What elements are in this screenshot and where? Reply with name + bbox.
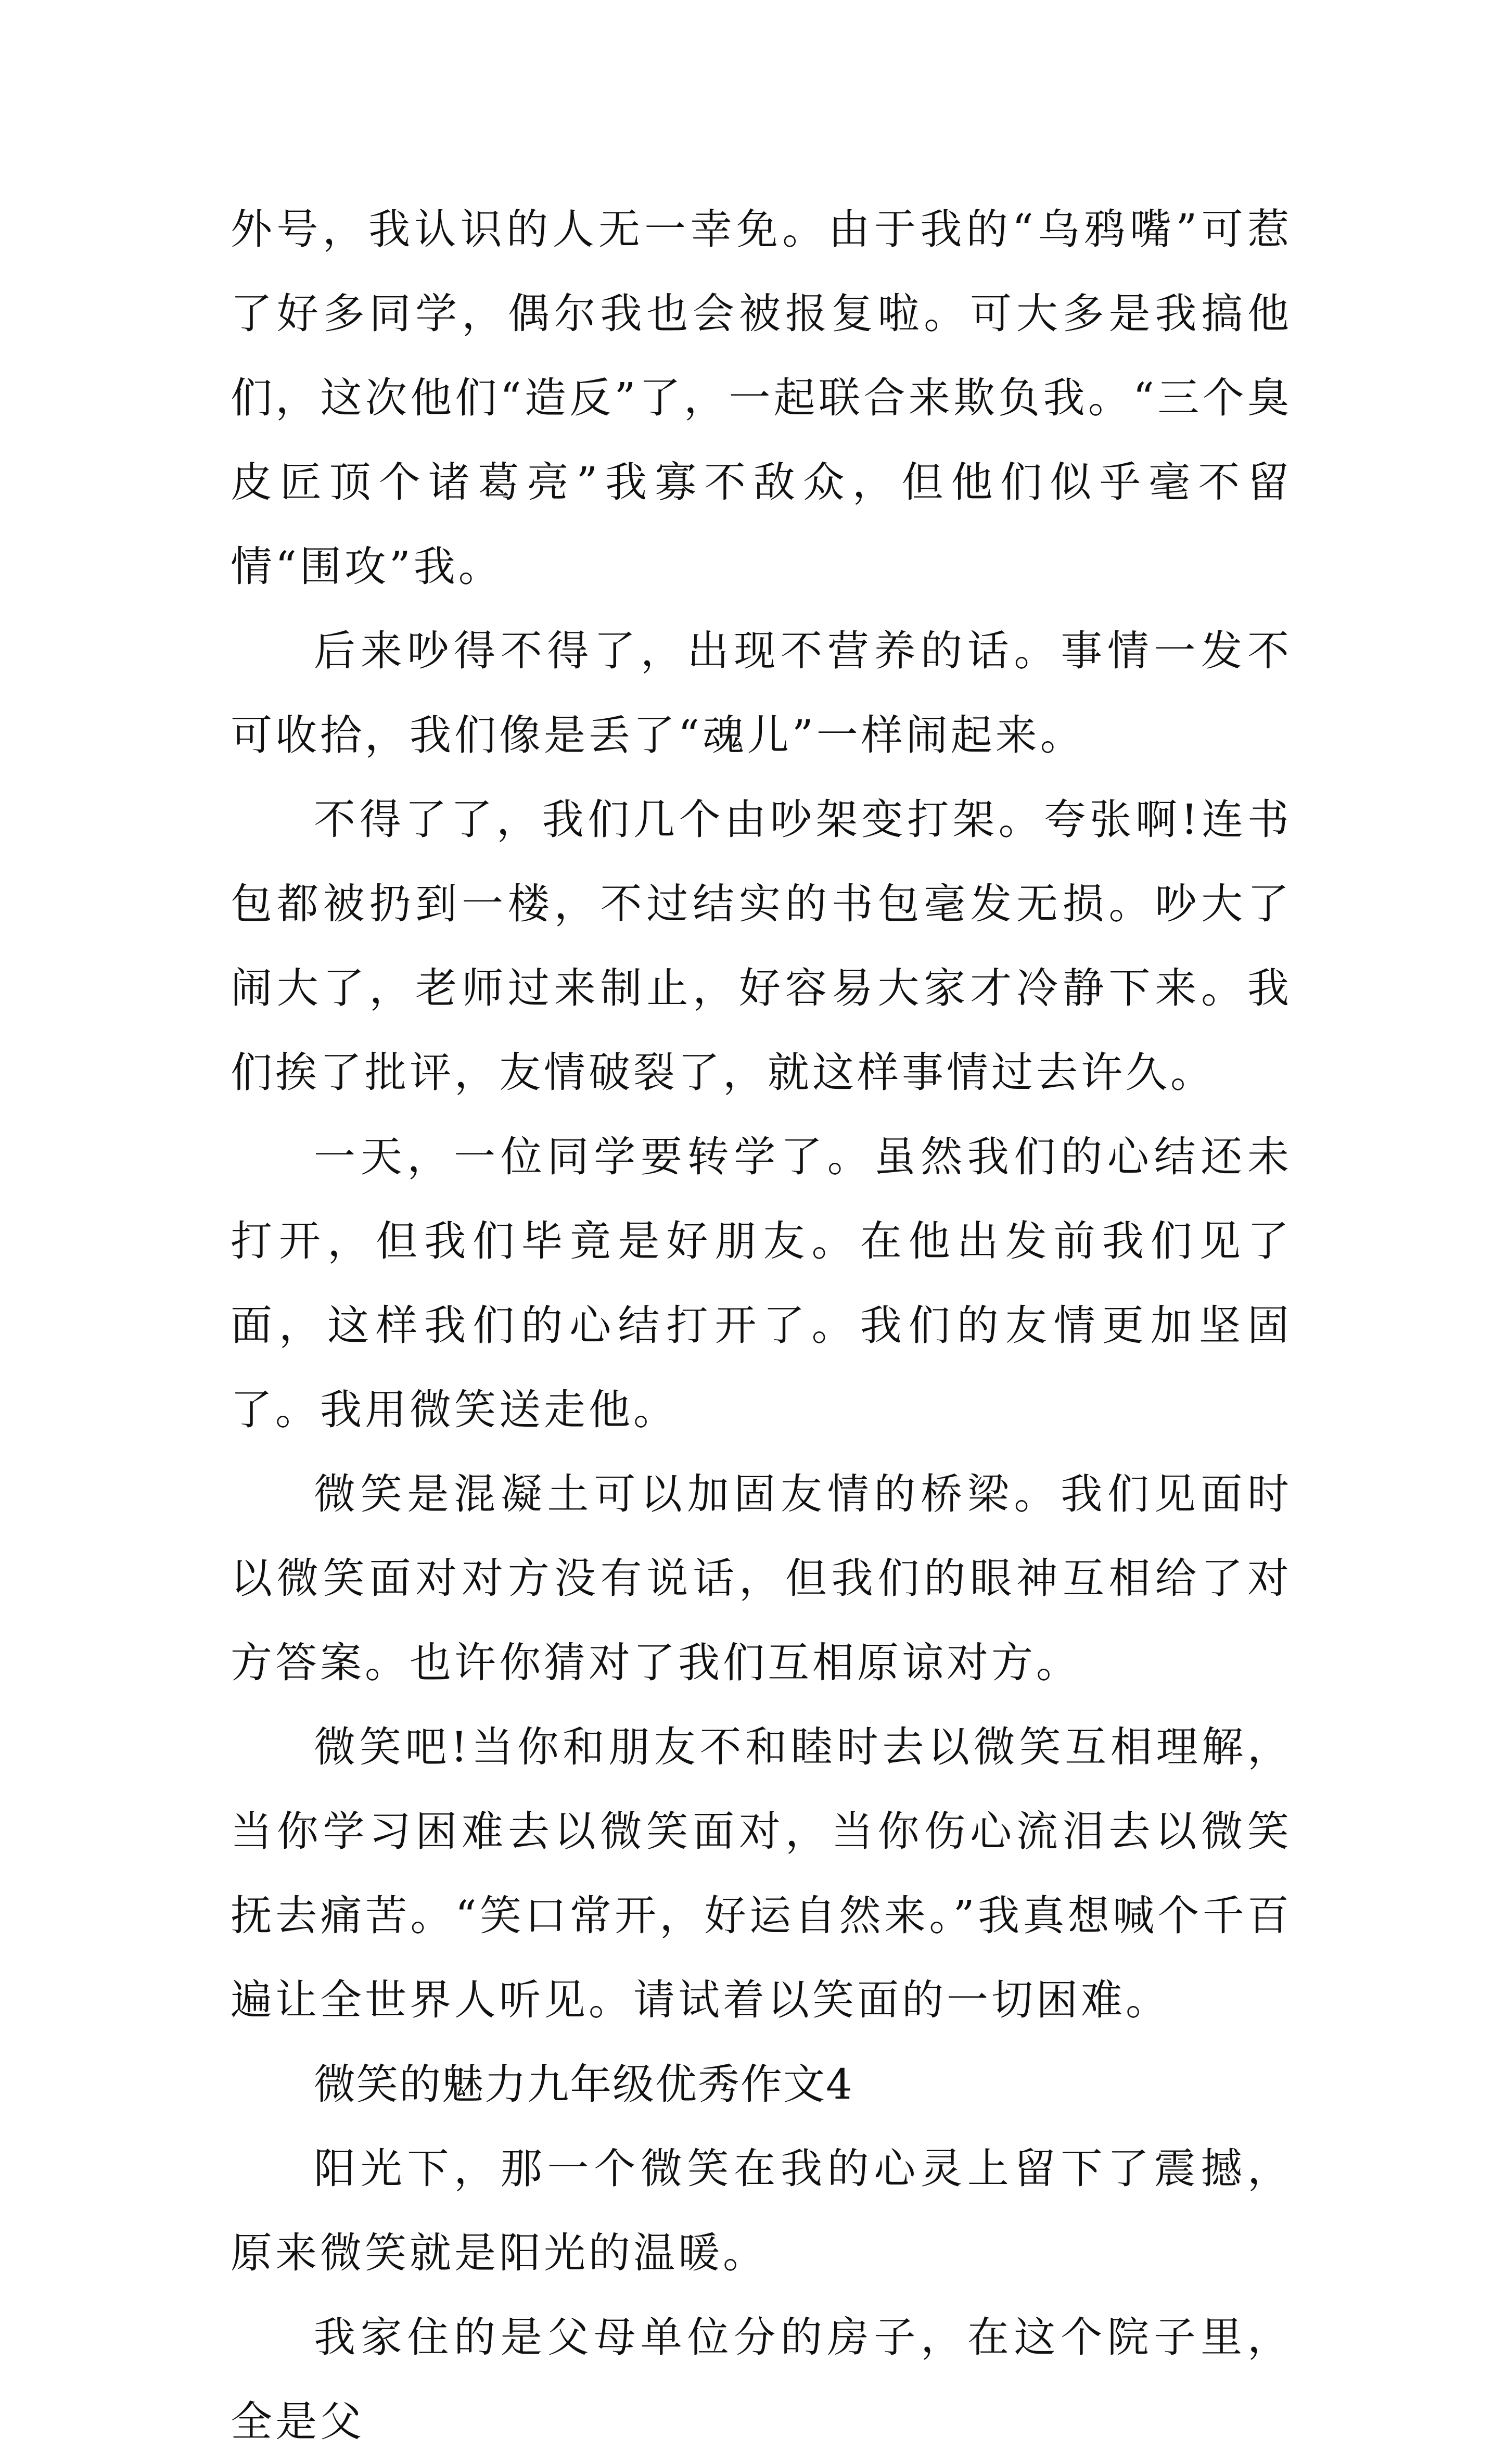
paragraph-1: 外号，我认识的人无一幸免。由于我的“乌鸦嘴”可惹了好多同学，偶尔我也会被报复啦。可大多是我搞他们，这次他们“造反”了，一起联合来欺负我。“三个臭皮匠顶个诸葛亮”我寡不敌众，但他们似乎毫不留情“围攻”我。 (231, 205, 1292, 591)
paragraph-3: 不得了了，我们几个由吵架变打架。夸张啊!连书包都被扔到一楼，不过结实的书包毫发无损。吵大了闹大了，老师过来制止，好容易大家才冷静下来。我们挨了批评，友情破裂了，就这样事情过去许久。 (231, 795, 1292, 1097)
paragraph-7: 阳光下，那一个微笑在我的心灵上留下了震撼，原来微笑就是阳光的温暖。 (231, 2144, 1292, 2277)
document-body (231, 187, 1292, 2464)
paragraph-6: 微笑吧!当你和朋友不和睦时去以微笑互相理解，当你学习困难去以微笑面对，当你伤心流泪去以微笑抚去痛苦。“笑口常开，好运自然来。”我真想喊个千百遍让全世界人听见。请试着以笑面的一切困难。 (231, 1723, 1292, 2024)
paragraph-2: 后来吵得不得了，出现不营养的话。事情一发不可收拾，我们像是丢了“魂儿”一样闹起来。 (231, 627, 1292, 759)
paragraph-5: 微笑是混凝土可以加固友情的桥梁。我们见面时以微笑面对对方没有说话，但我们的眼神互相给了对方答案。也许你猜对了我们互相原谅对方。 (231, 1470, 1292, 1687)
section-heading: 微笑的魅力九年级优秀作文4 (314, 2060, 853, 2109)
paragraph-4: 一天，一位同学要转学了。虽然我们的心结还未打开，但我们毕竟是好朋友。在他出发前我们见了面，这样我们的心结打开了。我们的友情更加坚固了。我用微笑送走他。 (231, 1133, 1292, 1434)
paragraph-8: 我家住的是父母单位分的房子，在这个院子里，全是父 (231, 2313, 1292, 2446)
